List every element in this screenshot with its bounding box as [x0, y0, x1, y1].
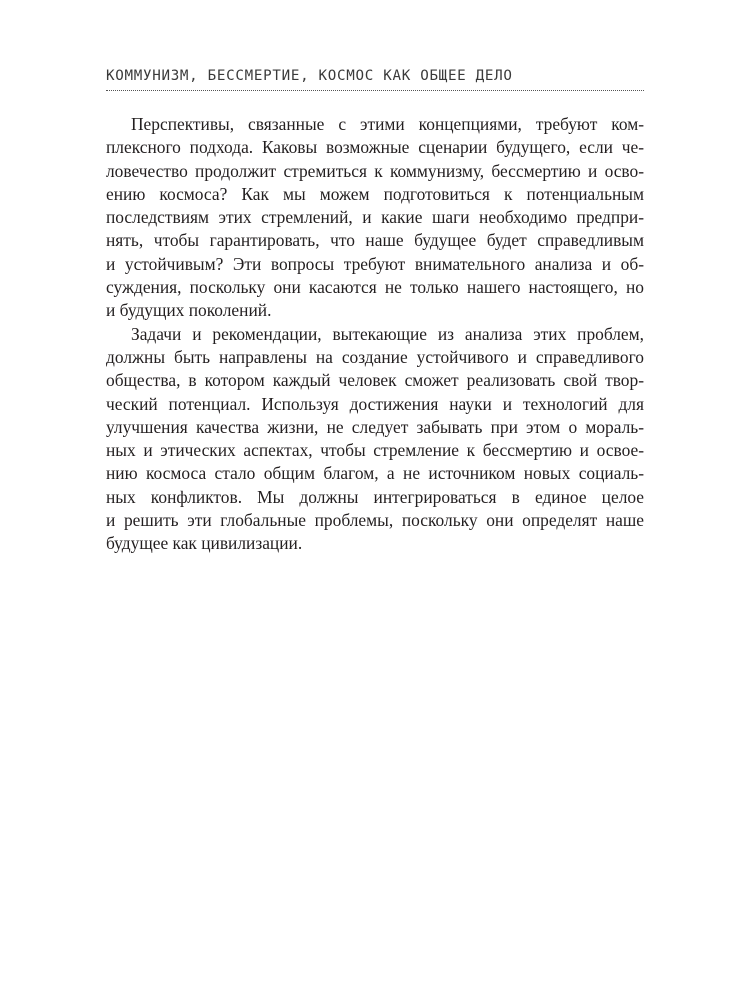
- header-dotted-rule: [106, 90, 644, 91]
- text-line: Перспективы, связанные с этими концепциями, требуют ком-: [131, 114, 644, 134]
- text-line: и решить эти глобальные проблемы, поскольку они определят наше: [106, 510, 644, 531]
- text-line: нию космоса стало общим благом, а не источником новых социаль-: [106, 463, 644, 484]
- text-line: ению космоса? Как мы можем подготовиться к потенциальным: [106, 183, 644, 204]
- text-line: плексного подхода. Каковы возможные сценарии будущего, если че-: [106, 137, 644, 158]
- text-line: общества, в котором каждый человек сможет реализовать свой твор-: [106, 370, 644, 391]
- text-line: ных конфликтов. Мы должны интегрироваться в единое целое: [106, 486, 644, 507]
- text-line: будущее как цивилизации.: [106, 533, 303, 554]
- text-line: должны быть направлены на создание устойчивого и справедливого: [106, 346, 644, 367]
- text-line: Задачи и рекомендации, вытекающие из анализа этих проблем,: [131, 323, 644, 344]
- text-line: ческий потенциал. Используя достижения науки и технологий для: [106, 393, 644, 414]
- text-line: суждения, поскольку они касаются не только нашего настоящего, но: [106, 277, 644, 298]
- text-line: последствиям этих стремлений, и какие шаги необходимо предпри-: [106, 207, 644, 228]
- text-line: нять, чтобы гарантировать, что наше будущее будет справедливым: [106, 230, 644, 251]
- paragraph-2: [106, 323, 644, 556]
- text-line: и устойчивым? Эти вопросы требуют внимательного анализа и об-: [106, 253, 644, 274]
- paragraph-1: [106, 113, 644, 323]
- running-header: КОММУНИЗМ, БЕССМЕРТИЕ, КОСМОС КАК ОБЩЕЕ ДЕЛО: [106, 68, 513, 84]
- text-line: ловечество продолжит стремиться к коммунизму, бессмертию и осво-: [106, 160, 644, 181]
- text-line: и будущих поколений.: [106, 300, 272, 321]
- page-body: [106, 113, 644, 556]
- text-line: улучшения качества жизни, не следует забывать при этом о мораль-: [106, 416, 644, 437]
- text-line: ных и этических аспектах, чтобы стремление к бессмертию и освое-: [106, 440, 644, 461]
